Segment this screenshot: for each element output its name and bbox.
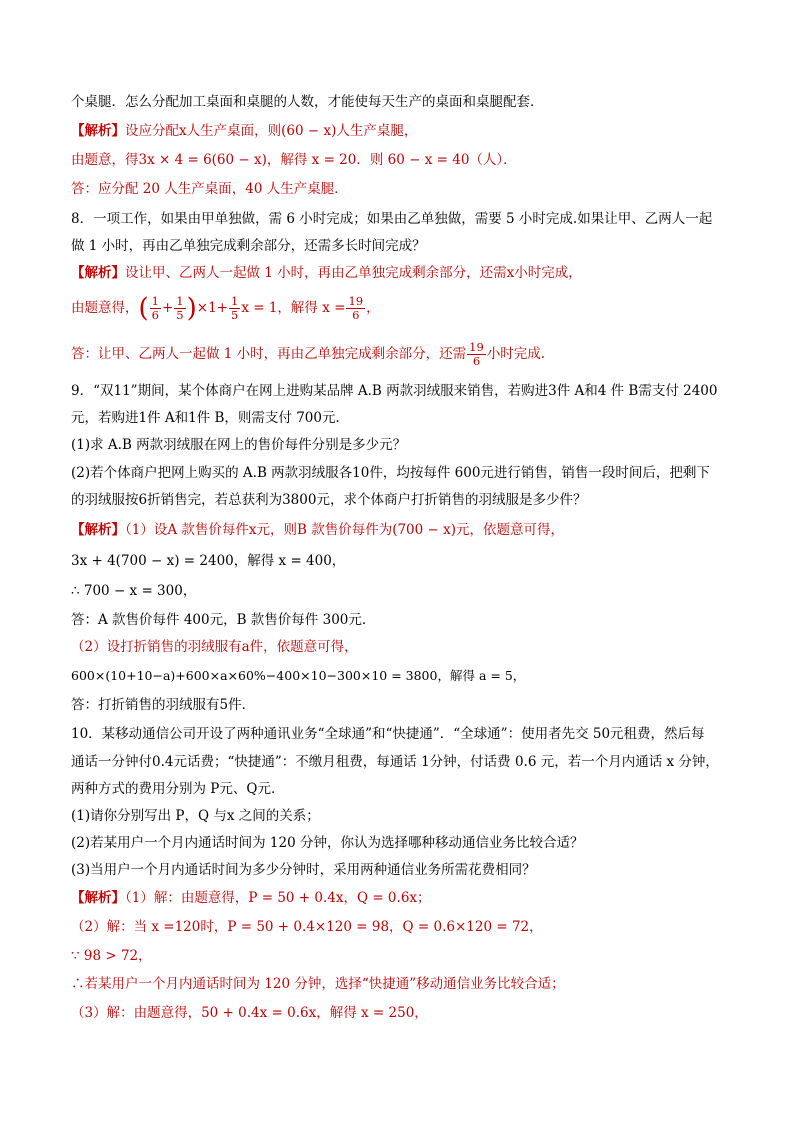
problem9-part2-line1: (2)若个体商户把网上购买的 A.B 两款羽绒服各10件，均按每件 600元进行销售，销售一段时间后，把剩下 xyxy=(71,465,710,481)
solution9-answer1: 答：A 款售价每件 400元，B 款售价每件 300元． xyxy=(71,612,376,628)
problem7-tail: 个桌腿．怎么分配加工桌面和桌腿的人数，才能使每天生产的桌面和桌腿配套． xyxy=(71,94,544,110)
analysis-tag: 【解析】 xyxy=(71,265,125,281)
solution8-answer xyxy=(71,339,734,369)
solution9-line2: 3x + 4(700 − x) = 2400，解得 x = 400， xyxy=(71,553,346,569)
fraction-1-6: $\frac{1}{6}$ xyxy=(151,294,159,322)
solution9-line3: ∴ 700 − x = 300， xyxy=(71,583,197,599)
solution8-line1 xyxy=(71,263,734,283)
problem10-part3: (3)当用户一个月内通话时间为多少分钟时，采用两种通信业务所需花费相同？ xyxy=(71,862,536,878)
problem10-part2: (2)若某用户一个月内通话时间为 120 分钟，你认为选择哪种移动通信业务比较合适？ xyxy=(71,835,584,851)
solution-text: 小时完成. xyxy=(486,346,546,362)
solution-text: 由题意得， xyxy=(71,300,139,316)
solution-text: ×1+ xyxy=(196,300,228,316)
solution-text: 设应分配x人生产桌面，则(60 − x)人生产桌腿， xyxy=(125,123,418,139)
problem9-line2: 元，若购进1件 A和1件 B，则需支付 700元． xyxy=(71,410,349,426)
solution-text: （1）解：由题意得，P = 50 + 0.4x，Q = 0.6x； xyxy=(125,890,431,906)
solution7-answer: 答：应分配 20 人生产桌面，40 人生产桌腿． xyxy=(71,181,348,197)
solution10-line1 xyxy=(71,888,734,908)
solution9-line1 xyxy=(71,520,734,540)
analysis-tag: 【解析】 xyxy=(71,123,125,139)
solution10-line5: （3）解：由题意得，50 + 0.4x = 0.6x，解得 x = 250， xyxy=(71,1005,428,1021)
fraction-1-5: $\frac{1}{5}$ xyxy=(176,294,184,322)
fraction-1-5: $\frac{1}{5}$ xyxy=(231,294,239,322)
solution9-answer2: 答：打折销售的羽绒服有5件． xyxy=(71,697,256,713)
problem10-part1: (1)请你分别写出 P，Q 与x 之间的关系； xyxy=(71,808,320,824)
problem10-line1: 10．某移动通信公司开设了两种通讯业务“全球通”和“快捷通”．“全球通”：使用者先交 50元租费，然后每 xyxy=(71,726,705,742)
problem9-part1: (1)求 A.B 两款羽绒服在网上的售价每件分别是多少元？ xyxy=(71,437,407,453)
solution9-equation: 600×(10+10−a)+600×a×60%−400×10−300×10 = 3800，解得 a = 5， xyxy=(71,668,526,683)
solution10-line2: （2）解：当 x =120时，P = 50 + 0.4×120 = 98，Q = 0.6×120 = 72， xyxy=(71,919,543,935)
solution7-line1 xyxy=(71,121,734,141)
fraction-19-6: $\frac{19}{6}$ xyxy=(469,340,484,368)
problem9-line1: 9．“双11”期间，某个体商户在网上进购某品牌 A.B 两款羽绒服来销售，若购进3件 A和4 件 B需支付 2400 xyxy=(71,383,718,399)
solution9-part2: （2）设打折销售的羽绒服有a件，依题意可得， xyxy=(71,639,358,655)
problem9-part2-line2: 的羽绒服按6折销售完，若总获利为3800元，求个体商户打折销售的羽绒服是多少件？ xyxy=(71,492,587,508)
right-paren: ) xyxy=(186,293,197,324)
solution7-line2: 由题意，得3x × 4 = 6(60 − x)，解得 x = 20．则 60 − x = 40（人）． xyxy=(71,152,517,168)
problem10-line2: 通话一分钟付0.4元话费；“快捷通”：不缴月租费，每通话 1分钟，付话费 0.6 元，若一个月内通话 x 分钟， xyxy=(71,754,719,770)
solution-text: x = 1，解得 x = xyxy=(241,300,346,316)
analysis-tag: 【解析】 xyxy=(71,890,125,906)
problem10-line3: 两种方式的费用分别为 P元、Q元． xyxy=(71,781,285,797)
solution-text: 设让甲、乙两人一起做 1 小时，再由乙单独完成剩余部分，还需x小时完成， xyxy=(125,265,582,281)
problem8-line1: 8．一项工作，如果由甲单独做，需 6 小时完成；如果由乙单独做，需要 5 小时完成.如果让甲、乙两人一起 xyxy=(71,211,713,227)
fraction-19-6: $\frac{19}{6}$ xyxy=(348,294,364,322)
solution10-line4: ∴若某用户一个月内通话时间为 120 分钟，选择“快捷通”移动通信业务比较合适； xyxy=(71,976,565,992)
solution-text: 答：让甲、乙两人一起做 1 小时，再由乙单独完成剩余部分，还需 xyxy=(71,346,467,362)
analysis-tag: 【解析】 xyxy=(71,522,125,538)
left-paren: ( xyxy=(138,293,149,324)
solution10-line3: ∵ 98 > 72， xyxy=(71,948,152,964)
solution8-equation: 由题意得，( $\frac{1}{6}$ + $\frac{1}{5}$ )×1+ $\frac{1}{5}$ x = 1，解得 x = $\frac{19}{6}$ ， xyxy=(71,293,380,324)
problem8-line2: 做 1 小时，再由乙单独完成剩余部分，还需多长时间完成？ xyxy=(71,238,426,254)
solution-text: ， xyxy=(366,300,380,316)
solution-text: （1）设A 款售价每件x元，则B 款售价每件为(700 − x)元，依题意可得， xyxy=(125,522,565,538)
